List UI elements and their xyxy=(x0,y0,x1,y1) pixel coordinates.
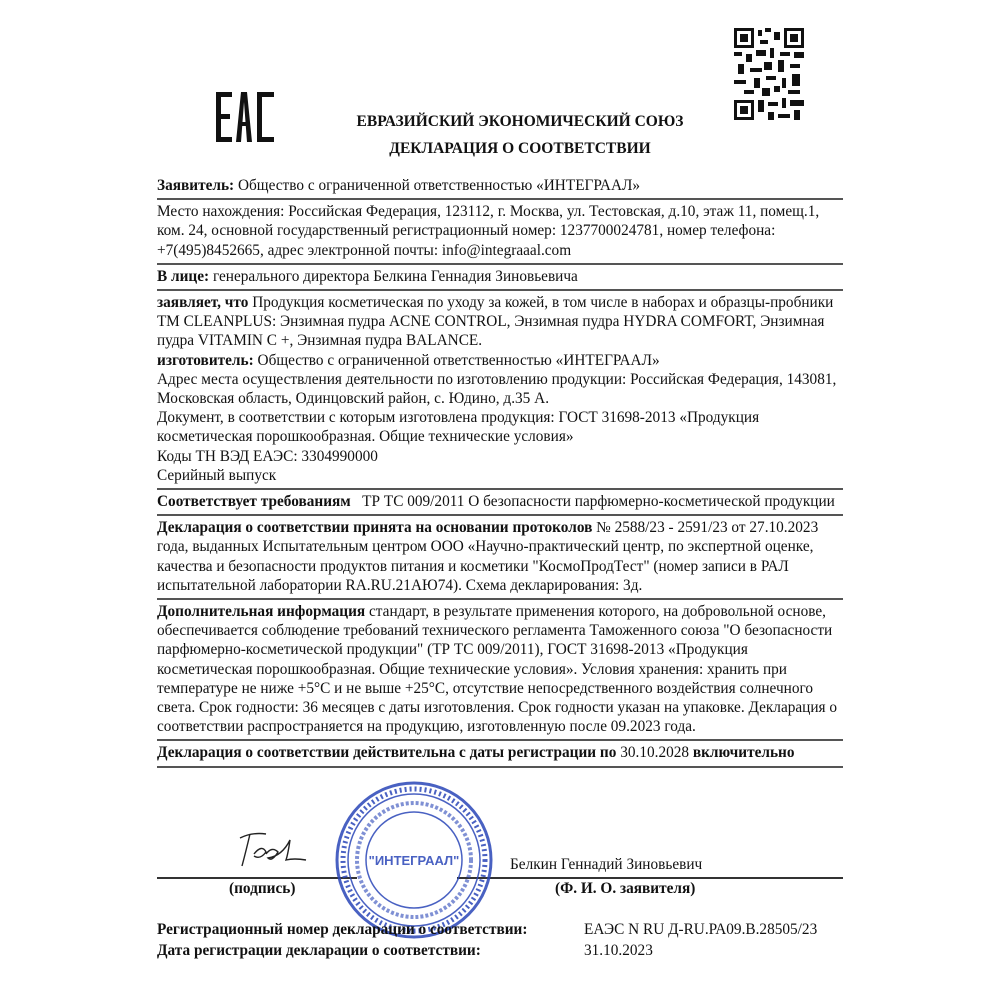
requirements-value: ТР ТС 009/2011 О безопасности парфюмерно-косметической продукции xyxy=(350,493,835,511)
declares-label: заявляет, что xyxy=(157,294,249,312)
applicant-address: Место нахождения: Российская Федерация, 123112, г. Москва, ул. Тестовская, д.10, этаж 11, помещ.1, ком. 24, основной государственный регистрационный номер: 1237700024781, номер телефона: +7(495)8452665, адрес электронной почты: info@integraaal.com xyxy=(157,200,843,265)
represented-value: генерального директора Белкина Геннадия Зиновьевича xyxy=(209,267,578,285)
represented-label: В лице: xyxy=(157,267,210,285)
declaration-body xyxy=(157,174,843,768)
reg-date-value: 31.10.2023 xyxy=(584,942,653,959)
additional-value: стандарт, в результате применения которого, на добровольной основе, обеспечивается соблюдение требований технического регламента Таможенного союза "О безопасности парфюмерно-косметической продукции" (ТР ТС 009/2011), ГОСТ 31698-2013 «Продукция косметическая порошкообразная. Общие технические условия». Условия хранения: хранить при температуре не ниже +5°С и не выше +25°С, отсутствие непосредственного воздействия солнечного света. Срок годности: 36 месяцев с даты изготовления. Срок годности указан на упаковке. Декларация о соответствии распространяется на продукцию, изготовленную после 09.2023 года. xyxy=(157,603,838,736)
requirements-label: Соответствует требованиям xyxy=(157,493,351,511)
validity-date: 30.10.2028 xyxy=(616,744,693,762)
applicant-label: Заявитель: xyxy=(157,177,235,194)
validity-suffix: включительно xyxy=(692,744,795,762)
manufacturer-value: Общество с ограниченной ответственностью «ИНТЕГРААЛ» xyxy=(253,351,660,369)
applicant-value: Общество с ограниченной ответственностью «ИНТЕГРААЛ» xyxy=(234,177,641,194)
basis-label: Декларация о соответствии принята на основании протоколов xyxy=(157,519,593,537)
validity-label: Декларация о соответствии действительна с даты регистрации по xyxy=(157,744,617,762)
name-caption: (Ф. И. О. заявителя) xyxy=(555,880,696,897)
additional-info-section xyxy=(157,600,843,741)
applicant-section xyxy=(157,174,843,200)
manufacturer-label: изготовитель: xyxy=(157,351,254,369)
name-line xyxy=(457,877,843,879)
signer-name: Белкин Геннадий Зиновьевич xyxy=(510,856,703,873)
customs-codes: Коды ТН ВЭД ЕАЭС: 3304990000 xyxy=(157,447,378,465)
company-stamp xyxy=(334,780,494,940)
additional-label: Дополнительная информация xyxy=(157,603,366,621)
standard-document: Документ, в соответствии с которым изготовлена продукция: ГОСТ 31698-2013 «Продукция косметическая порошкообразная. Общие технические условия» xyxy=(157,409,760,446)
signature-caption: (подпись) xyxy=(229,880,296,897)
basis-section xyxy=(157,516,843,600)
reg-date-label: Дата регистрации декларации о соответствии: xyxy=(157,942,481,959)
reg-number-label: Регистрационный номер декларации о соответствии: xyxy=(157,921,528,938)
signature-block xyxy=(157,820,843,900)
qr-code xyxy=(734,28,804,120)
requirements-section xyxy=(157,490,843,516)
signature-line xyxy=(157,877,357,879)
product-section xyxy=(157,291,843,490)
basis-value: № 2588/23 - 2591/23 от 27.10.2023 года, выданных Испытательным центром ООО «Научно-практический центр, по экспертной оценке, качества и безопасности продуктов питания и косметики "КосмоПродТест" (номер записи в РАЛ испытательной лаборатории RA.RU.21АЮ74). Схема декларирования: 3д. xyxy=(157,519,819,594)
represented-section xyxy=(157,265,843,291)
document-title: ДЕКЛАРАЦИЯ О СООТВЕТСТВИИ xyxy=(389,140,651,157)
union-title: ЕВРАЗИЙСКИЙ ЭКОНОМИЧЕСКИЙ СОЮЗ xyxy=(356,113,684,130)
stamp-text: "ИНТЕГРААЛ" xyxy=(368,853,460,868)
release-type: Серийный выпуск xyxy=(157,466,277,484)
reg-number-value: ЕАЭС N RU Д-RU.РА09.В.28505/23 xyxy=(584,921,818,938)
validity-section xyxy=(157,741,843,767)
production-address: Адрес места осуществления деятельности по изготовлению продукции: Российская Федерация, 143081, Московская область, Одинцовский район, с. Юдино, д.35 А. xyxy=(157,370,837,408)
declares-value: Продукция косметическая по уходу за кожей, в том числе в наборах и образцы-пробники ТМ CLEANPLUS: Энзимная пудра ACNE CONTROL, Энзимная пудра HYDRA COMFORT, Энзимная пудра VITAMIN C +, Энзимная пудра BALANCE. xyxy=(157,294,834,350)
